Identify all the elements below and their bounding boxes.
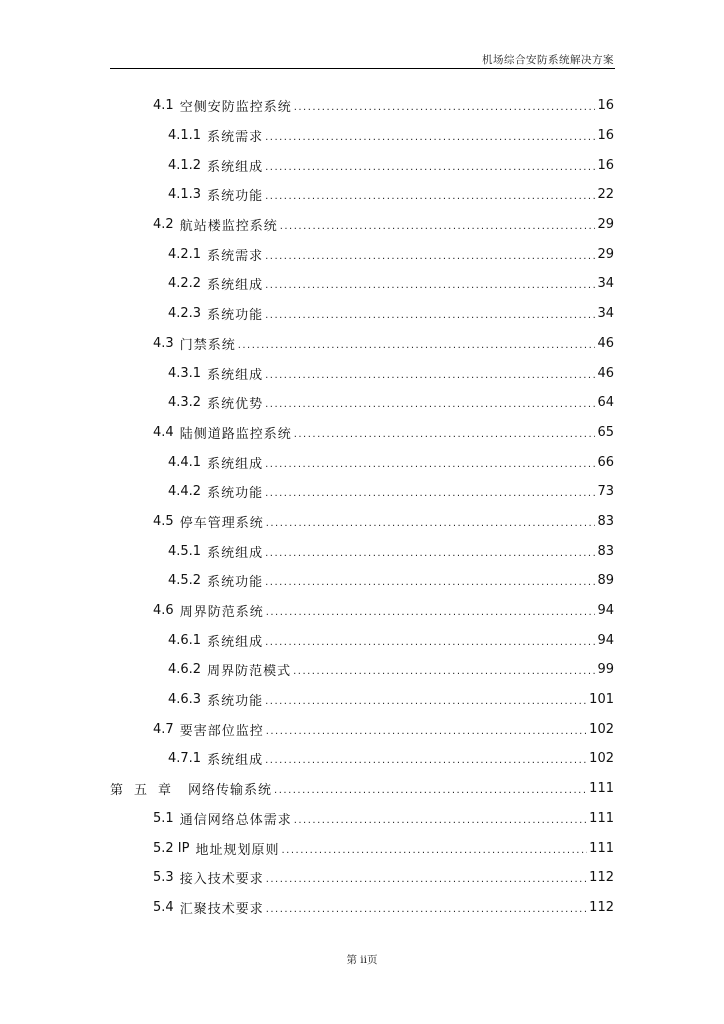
toc-entry-5-3[interactable] — [153, 863, 614, 893]
toc-entry-page: 22 — [597, 187, 614, 203]
toc-entry-4-1-2[interactable] — [168, 150, 614, 180]
toc-entry-4-5-1[interactable] — [168, 536, 614, 566]
toc-entry-4-6-3[interactable] — [168, 685, 614, 715]
toc-entry-page: 83 — [597, 513, 614, 529]
toc-entry-4-7-1[interactable] — [168, 744, 614, 774]
toc-entry-page: 29 — [597, 217, 614, 233]
toc-entry-page: 16 — [597, 98, 614, 114]
toc-dot-leader — [238, 340, 596, 351]
toc-entry-page: 89 — [597, 573, 614, 589]
toc-entry-title: 系统需求 — [207, 130, 264, 146]
toc-entry-title: 通信网络总体需求 — [179, 812, 292, 828]
toc-dot-leader — [282, 845, 588, 856]
page-number: 第 ii页 — [346, 954, 378, 966]
toc-entry-page: 99 — [597, 662, 614, 678]
toc-entry-4-2-1[interactable] — [168, 239, 614, 269]
toc-entry-page: 101 — [589, 692, 614, 708]
toc-dot-leader — [294, 815, 587, 826]
toc-entry-page: 64 — [597, 395, 614, 411]
toc-entry-page: 102 — [589, 751, 614, 767]
toc-entry-number: 5.2 IP — [153, 840, 190, 856]
toc-dot-leader — [294, 102, 596, 113]
toc-dot-leader — [265, 370, 595, 381]
toc-entry-4-7[interactable] — [153, 714, 614, 744]
toc-dot-leader — [266, 518, 596, 529]
toc-entry-4-4-1[interactable] — [168, 447, 614, 477]
toc-entry-title: 系统功能 — [207, 189, 264, 205]
header-divider — [110, 68, 615, 69]
toc-entry-number: 第五章 — [110, 783, 183, 799]
toc-entry-title: 系统功能 — [207, 575, 264, 591]
toc-entry-4-6[interactable] — [153, 596, 614, 626]
toc-entry-page: 111 — [589, 781, 614, 797]
toc-entry-number: 4.6.1 — [168, 632, 202, 648]
toc-entry-page: 16 — [597, 157, 614, 173]
toc-entry-number: 4.3.1 — [168, 365, 202, 381]
toc-dot-leader — [265, 488, 595, 499]
toc-dot-leader — [265, 755, 587, 766]
toc-dot-leader — [265, 637, 595, 648]
toc-entry-number: 4.2.3 — [168, 306, 202, 322]
toc-dot-leader — [265, 162, 595, 173]
toc-dot-leader — [293, 666, 595, 677]
toc-dot-leader — [265, 132, 595, 143]
toc-entry-title: 系统功能 — [207, 486, 264, 502]
toc-entry-page: 111 — [589, 810, 614, 826]
toc-entry-number: 4.7.1 — [168, 751, 202, 767]
toc-entry-title: 地址规划原则 — [195, 842, 280, 858]
toc-entry-4-5[interactable] — [153, 507, 614, 537]
toc-entry-number: 4.1.2 — [168, 157, 202, 173]
toc-dot-leader — [266, 726, 587, 737]
toc-entry-number: 4.6.3 — [168, 692, 202, 708]
toc-entry-page: 46 — [597, 335, 614, 351]
toc-entry-title: 系统组成 — [207, 278, 264, 294]
toc-entry-title: 系统需求 — [207, 248, 264, 264]
toc-entry-number: 4.6.2 — [168, 662, 202, 678]
toc-entry-title: 停车管理系统 — [179, 515, 264, 531]
toc-entry-title: 周界防范系统 — [179, 605, 264, 621]
toc-entry-number: 4.7 — [153, 721, 174, 737]
toc-entry-4-3-2[interactable] — [168, 388, 614, 418]
toc-entry-title: 要害部位监控 — [179, 723, 264, 739]
toc-entry-title: 系统优势 — [207, 397, 264, 413]
toc-entry-number: 4.3 — [153, 335, 174, 351]
toc-entry-number: 4.2.1 — [168, 246, 202, 262]
toc-dot-leader — [274, 785, 587, 796]
toc-entry-4-4[interactable] — [153, 418, 614, 448]
toc-entry-page: 65 — [597, 424, 614, 440]
toc-entry-5-1[interactable] — [153, 804, 614, 834]
toc-dot-leader — [265, 251, 595, 262]
toc-entry-page: 112 — [589, 870, 614, 886]
toc-entry-chapter-5[interactable] — [110, 774, 614, 804]
toc-entry-4-1-3[interactable] — [168, 180, 614, 210]
toc-dot-leader — [266, 874, 587, 885]
toc-entry-number: 4.1.3 — [168, 187, 202, 203]
toc-entry-number: 5.1 — [153, 810, 174, 826]
toc-entry-title: 周界防范模式 — [207, 664, 292, 680]
toc-entry-page: 111 — [589, 840, 614, 856]
toc-entry-4-3-1[interactable] — [168, 358, 614, 388]
toc-entry-5-2[interactable] — [153, 833, 614, 863]
toc-entry-page: 73 — [597, 484, 614, 500]
toc-dot-leader — [265, 548, 595, 559]
toc-dot-leader — [265, 191, 595, 202]
toc-dot-leader — [265, 310, 595, 321]
toc-entry-title: 门禁系统 — [179, 337, 236, 353]
toc-entry-4-3[interactable] — [153, 329, 614, 359]
toc-entry-number: 4.5.1 — [168, 543, 202, 559]
toc-dot-leader — [294, 429, 596, 440]
toc-entry-page: 94 — [597, 603, 614, 619]
toc-entry-page: 46 — [597, 365, 614, 381]
toc-entry-title: 系统组成 — [207, 159, 264, 175]
toc-entry-4-5-2[interactable] — [168, 566, 614, 596]
toc-entry-title: 系统组成 — [207, 634, 264, 650]
toc-entry-number: 4.1.1 — [168, 128, 202, 144]
toc-entry-number: 4.5 — [153, 513, 174, 529]
toc-entry-4-2-2[interactable] — [168, 269, 614, 299]
toc-entry-4-4-2[interactable] — [168, 477, 614, 507]
toc-entry-number: 4.2 — [153, 217, 174, 233]
toc-dot-leader — [265, 696, 587, 707]
toc-entry-page: 83 — [597, 543, 614, 559]
toc-entry-number: 5.4 — [153, 899, 174, 915]
toc-entry-number: 4.4.1 — [168, 454, 202, 470]
toc-entry-number: 4.2.2 — [168, 276, 202, 292]
page-header-title: 机场综合安防系统解决方案 — [482, 54, 614, 66]
toc-entry-page: 34 — [597, 276, 614, 292]
toc-dot-leader — [266, 607, 596, 618]
toc-entry-page: 94 — [597, 632, 614, 648]
toc-entry-page: 66 — [597, 454, 614, 470]
toc-entry-number: 4.1 — [153, 98, 174, 114]
toc-entry-page: 112 — [589, 899, 614, 915]
toc-entry-5-4[interactable] — [153, 893, 614, 923]
toc-entry-title: 陆侧道路监控系统 — [179, 426, 292, 442]
toc-entry-4-2-3[interactable] — [168, 299, 614, 329]
toc-entry-number: 4.5.2 — [168, 573, 202, 589]
table-of-contents — [0, 91, 724, 922]
toc-entry-page: 16 — [597, 128, 614, 144]
toc-entry-4-1-1[interactable] — [168, 121, 614, 151]
toc-entry-number: 4.6 — [153, 603, 174, 619]
toc-entry-title: 空侧安防监控系统 — [179, 100, 292, 116]
toc-dot-leader — [280, 221, 596, 232]
toc-entry-number: 4.3.2 — [168, 395, 202, 411]
toc-dot-leader — [266, 904, 587, 915]
toc-entry-title: 汇聚技术要求 — [179, 901, 264, 917]
toc-entry-title: 系统组成 — [207, 753, 264, 769]
toc-entry-number: 5.3 — [153, 870, 174, 886]
toc-entry-title: 网络传输系统 — [188, 783, 273, 799]
toc-entry-title: 系统组成 — [207, 545, 264, 561]
toc-entry-title: 接入技术要求 — [179, 872, 264, 888]
toc-dot-leader — [265, 280, 595, 291]
toc-entry-page: 29 — [597, 246, 614, 262]
toc-entry-title: 航站楼监控系统 — [179, 219, 278, 235]
toc-entry-page: 102 — [589, 721, 614, 737]
toc-entry-4-6-1[interactable] — [168, 625, 614, 655]
toc-dot-leader — [265, 459, 595, 470]
toc-entry-page: 34 — [597, 306, 614, 322]
toc-entry-4-6-2[interactable] — [168, 655, 614, 685]
toc-entry-title: 系统功能 — [207, 694, 264, 710]
toc-entry-title: 系统组成 — [207, 367, 264, 383]
toc-entry-number: 4.4.2 — [168, 484, 202, 500]
toc-dot-leader — [265, 399, 595, 410]
toc-entry-title: 系统功能 — [207, 308, 264, 324]
toc-entry-title: 系统组成 — [207, 456, 264, 472]
toc-entry-4-2[interactable] — [153, 210, 614, 240]
toc-dot-leader — [265, 577, 595, 588]
toc-entry-4-1[interactable] — [153, 91, 614, 121]
toc-entry-number: 4.4 — [153, 424, 174, 440]
